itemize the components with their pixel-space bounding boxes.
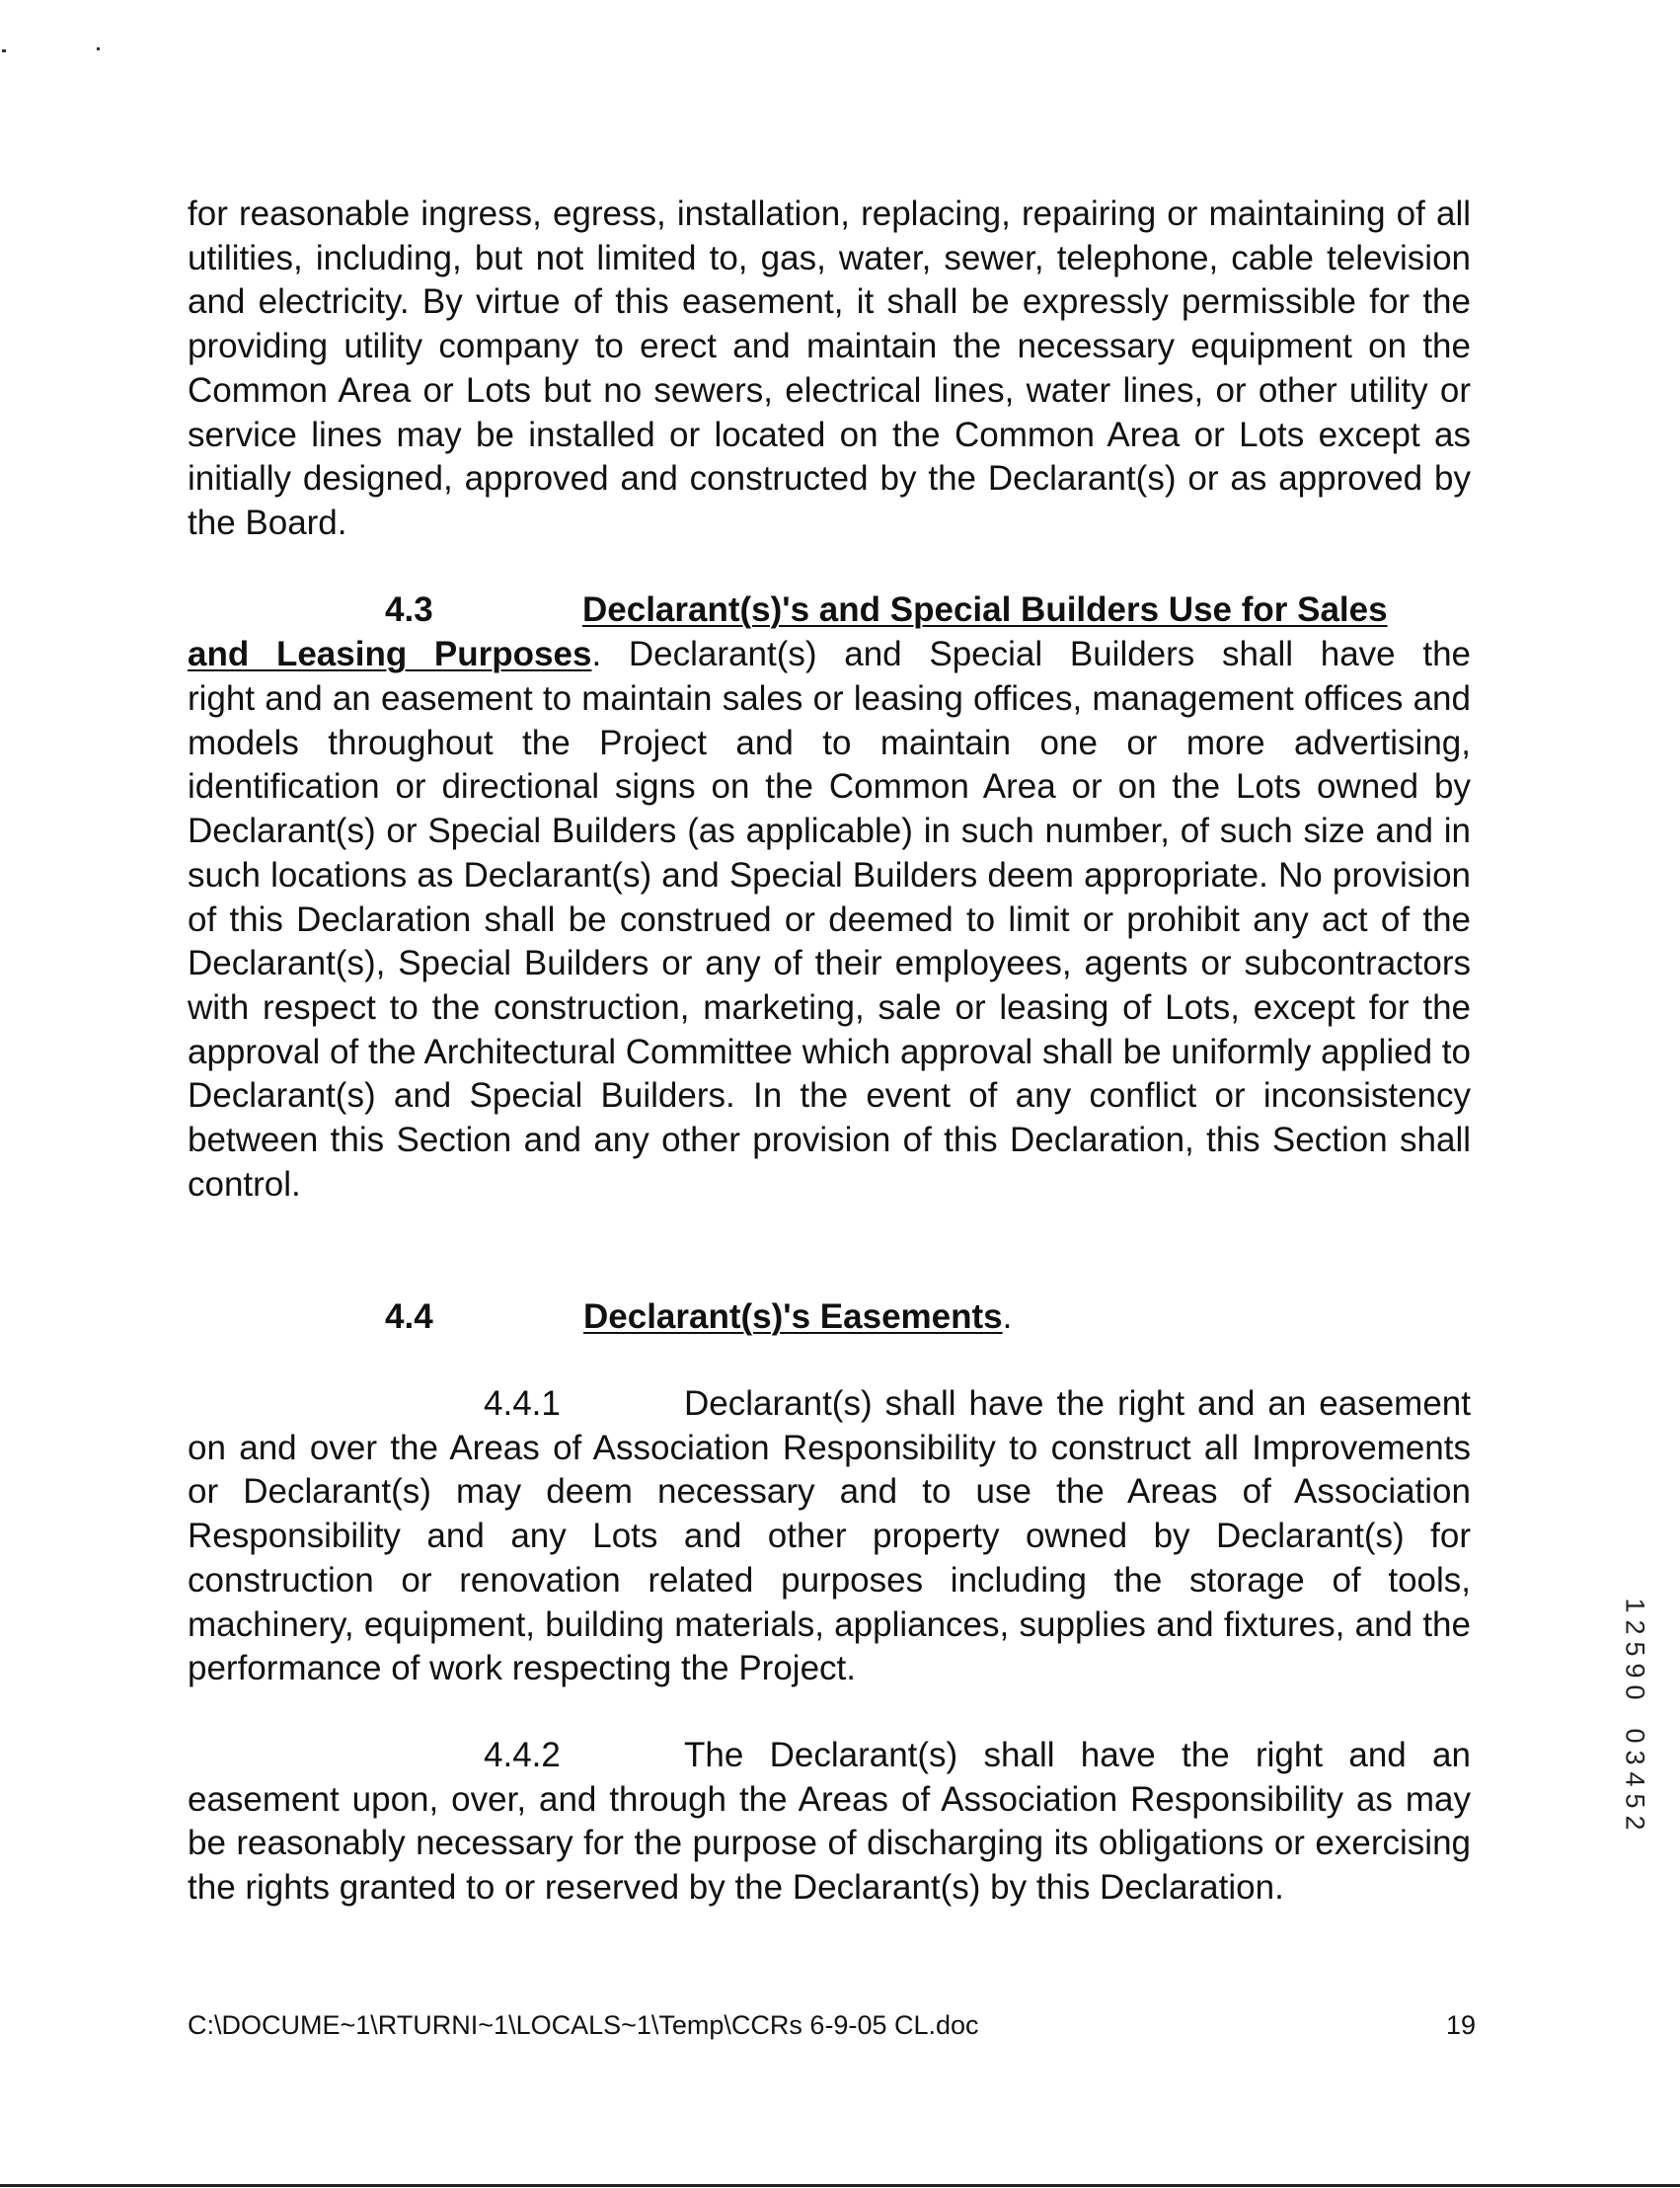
title-period: . <box>591 635 602 673</box>
stamp-digit: 2 <box>1621 1815 1650 1831</box>
subsection-text: Declarant(s) shall have the right and an easement on and over the Areas of Association Responsibility to construct all Improvements or Declarant(s) may deem necessary and to use the Areas of Association Responsibility and any Lots and other property owned by Declarant(s) for construction or renovation related purposes including the storage of tools, machinery, equipment, building materials, appliances, supplies and fixtures, and the performance of work respecting the Project. <box>188 1384 1471 1688</box>
section-title: Declarant(s)'s Easements <box>583 1297 1003 1336</box>
section-title: Declarant(s)'s and Special Builders Use for Sales <box>582 590 1388 629</box>
subsection-text: The Declarant(s) shall have the right and an easement upon, over, and through the Areas of Association Responsibility as may be reasonably necessary for the purpose of discharging its obligations or exercising the rights granted to or reserved by the Declarant(s) by this Declaration. <box>188 1736 1471 1908</box>
scan-speck <box>97 47 100 50</box>
footer-file-path: C:\DOCUME~1\RTURNI~1\LOCALS~1\Temp\CCRs 6-9-05 CL.doc <box>188 2010 979 2040</box>
section-title-wrap <box>583 1295 1012 1340</box>
stamp-digit: 5 <box>1621 1793 1650 1809</box>
title-period: . <box>1002 1297 1013 1336</box>
section-4-3-lead-text: Declarant(s) and Special Builders shall have the <box>628 635 1472 673</box>
section-4-3-first-line <box>188 633 1471 677</box>
subsection-number: 4.4.1 <box>484 1384 561 1423</box>
section-4-3-body: right and an easement to maintain sales or leasing offices, management offices and models throughout the Project and to maintain one or more advertising, identification or directional signs on the Common Area or on the Lots owned by Declarant(s) or Special Builders (as applicable) in such number, of such size and in such locations as Declarant(s) and Special Builders deem appropriate. No provision of this Declaration shall be construed or deemed to limit or prohibit any act of the Declarant(s), Special Builders or any of their employees, agents or subcontractors with respect to the construction, marketing, sale or leasing of Lots, except for the approval of the Architectural Committee which approval shall be uniformly applied to Declarant(s) and Special Builders. In the event of any conflict or inconsistency between this Section and any other provision of this Declaration, this Section shall control. <box>188 679 1471 1204</box>
paragraph-utilities-easement: for reasonable ingress, egress, installation, replacing, repairing or maintaining of all utilities, including, but not limited to, gas, water, sewer, telephone, cable television and electricity. By virtue of this easement, it shall be expressly permissible for the providing utility company to erect and maintain the necessary equipment on the Common Area or Lots but no sewers, electrical lines, water lines, or other utility or service lines may be installed or located on the Common Area or Lots except as initially designed, approved and constructed by the Declarant(s) or as approved by the Board. <box>188 195 1471 542</box>
stamp-digit: 2 <box>1621 1619 1650 1635</box>
stamp-digit: 0 <box>1621 1684 1650 1700</box>
stamp-digit: 5 <box>1621 1641 1650 1657</box>
stamp-digit: 1 <box>1621 1598 1650 1613</box>
section-4-4-2-paragraph <box>188 1734 1471 1911</box>
page-bottom-edge <box>0 2184 1680 2187</box>
stamp-digit: 3 <box>1621 1750 1650 1765</box>
section-number: 4.3 <box>385 590 433 629</box>
stamp-digit: 0 <box>1621 1728 1650 1744</box>
section-title-continued: and Leasing Purposes <box>188 635 592 673</box>
stamp-digit: 4 <box>1621 1771 1650 1787</box>
section-4-4-1-paragraph <box>188 1382 1471 1691</box>
scan-speck <box>2 49 6 52</box>
recording-number-stamp <box>1619 1595 1652 1851</box>
page-number: 19 <box>1446 2010 1477 2040</box>
stamp-digit: 9 <box>1621 1663 1650 1679</box>
subsection-number: 4.4.2 <box>484 1736 561 1774</box>
section-number: 4.4 <box>385 1297 433 1336</box>
